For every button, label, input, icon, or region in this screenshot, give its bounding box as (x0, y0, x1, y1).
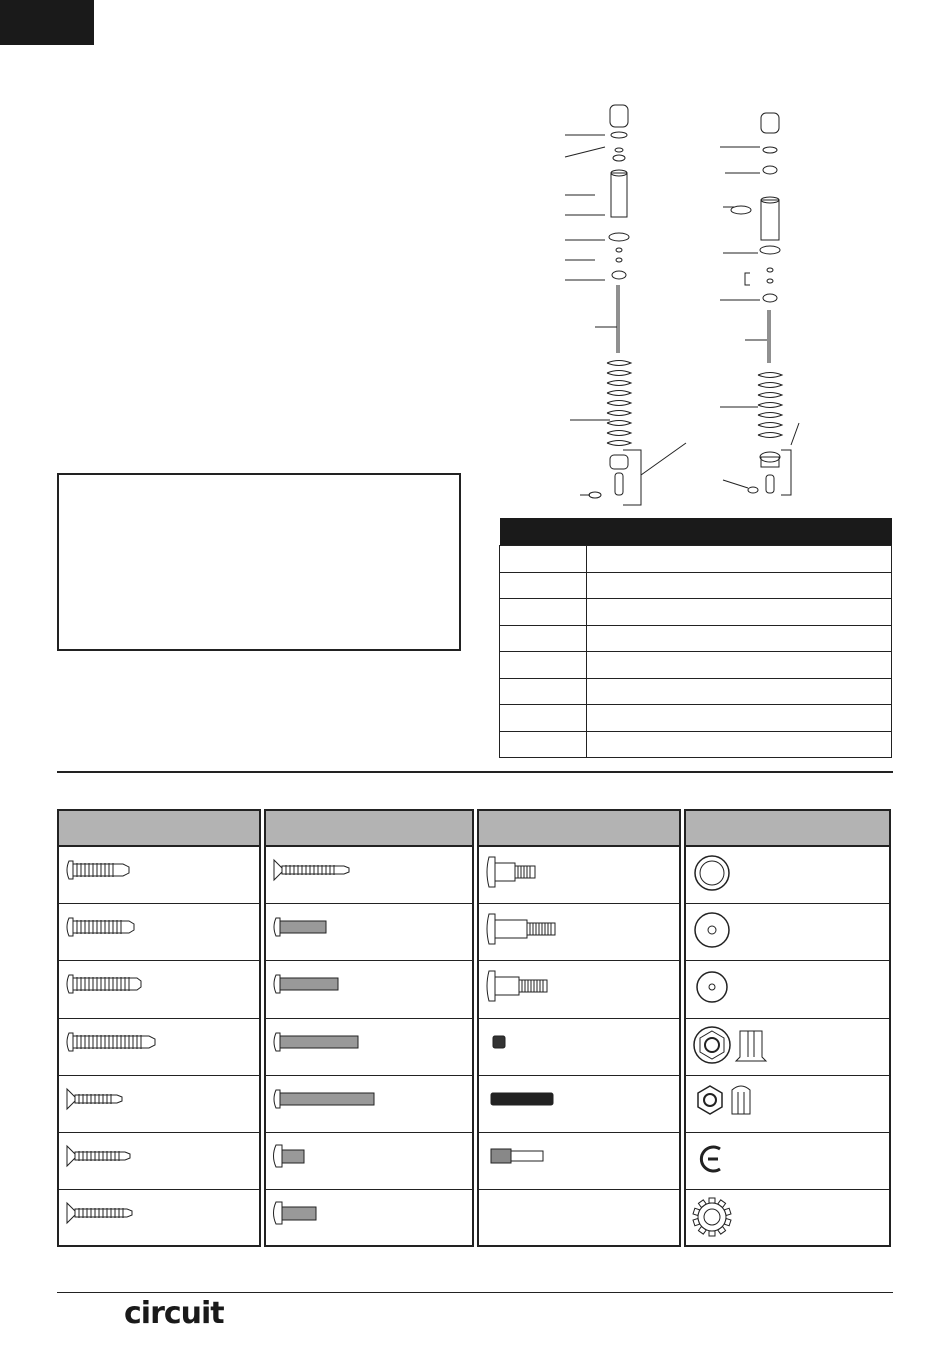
hardware-item (59, 847, 259, 904)
hardware-item (266, 1076, 472, 1133)
hardware-item (59, 904, 259, 961)
shock-right (720, 113, 799, 495)
hardware-item (479, 1133, 679, 1190)
hardware-item (686, 961, 889, 1018)
hardware-item (479, 1019, 679, 1076)
button-head-screw-icon (65, 1027, 160, 1057)
hardware-item (686, 1076, 889, 1133)
hardware-item (479, 847, 679, 904)
hardware-item (686, 1190, 889, 1247)
machine-screw-icon (272, 912, 342, 942)
washer-icon (692, 910, 742, 950)
hardware-item (266, 847, 472, 904)
hardware-item (59, 1133, 259, 1190)
hardware-item-empty (479, 1190, 679, 1247)
hardware-item (479, 1076, 679, 1133)
hardware-item (59, 1190, 259, 1247)
shock-left (565, 105, 686, 505)
hardware-column-header (266, 811, 472, 847)
brand-logo: circuit (124, 1296, 224, 1331)
footer-divider (57, 1292, 893, 1293)
section-tab (0, 0, 94, 45)
machine-screw-icon (272, 1027, 372, 1057)
cap-screw-icon (272, 1198, 332, 1228)
hardware-item (266, 1019, 472, 1076)
star-washer-icon (692, 1194, 742, 1240)
hardware-item (266, 961, 472, 1018)
flange-lock-nut-icon (692, 1023, 782, 1067)
hardware-column-machine-screws (264, 809, 474, 1247)
flat-head-screw-icon (65, 1198, 140, 1228)
parts-table (499, 518, 892, 758)
table-row (500, 678, 892, 705)
hardware-item (59, 1076, 259, 1133)
hardware-item (686, 904, 889, 961)
hardware-item (686, 1133, 889, 1190)
flat-head-screw-icon (65, 1141, 140, 1171)
shoulder-screw-icon (485, 855, 545, 889)
threaded-pin-icon (485, 1141, 555, 1171)
table-row (500, 731, 892, 758)
shock-exploded-diagram (555, 95, 815, 515)
note-box (57, 473, 461, 651)
table-row (500, 652, 892, 679)
shoulder-screw-icon (485, 969, 560, 1003)
table-row (500, 705, 892, 732)
flat-head-tapping-screw-icon (272, 855, 357, 885)
hardware-column-self-tapping-screws (57, 809, 261, 1247)
flat-head-screw-icon (65, 1084, 135, 1114)
hardware-column-header (59, 811, 259, 847)
hardware-item (59, 1019, 259, 1076)
parts-table-header (500, 518, 892, 546)
hardware-column-header (686, 811, 889, 847)
hardware-item (266, 1133, 472, 1190)
hardware-item (266, 1190, 472, 1247)
table-row (500, 572, 892, 599)
hardware-column-shoulder-set-screws (477, 809, 681, 1247)
table-row (500, 625, 892, 652)
machine-screw-icon (272, 969, 352, 999)
set-screw-icon (485, 1084, 565, 1114)
cap-screw-icon (272, 1141, 322, 1171)
washer-icon (692, 967, 742, 1007)
hardware-item (479, 961, 679, 1018)
hardware-item (686, 1019, 889, 1076)
shoulder-screw-icon (485, 912, 565, 946)
hardware-item (59, 961, 259, 1018)
table-row (500, 546, 892, 573)
button-head-screw-icon (65, 969, 145, 999)
section-divider (57, 771, 893, 773)
set-screw-icon (485, 1027, 515, 1057)
table-row (500, 599, 892, 626)
hardware-item (686, 847, 889, 904)
machine-screw-icon (272, 1084, 387, 1114)
hardware-item (479, 904, 679, 961)
lock-nut-icon (692, 1080, 772, 1124)
button-head-screw-icon (65, 912, 145, 942)
o-ring-icon (692, 853, 742, 893)
e-clip-icon (692, 1139, 742, 1179)
button-head-screw-icon (65, 855, 135, 885)
hardware-column-nuts-washers (684, 809, 891, 1247)
hardware-item (266, 904, 472, 961)
hardware-column-header (479, 811, 679, 847)
